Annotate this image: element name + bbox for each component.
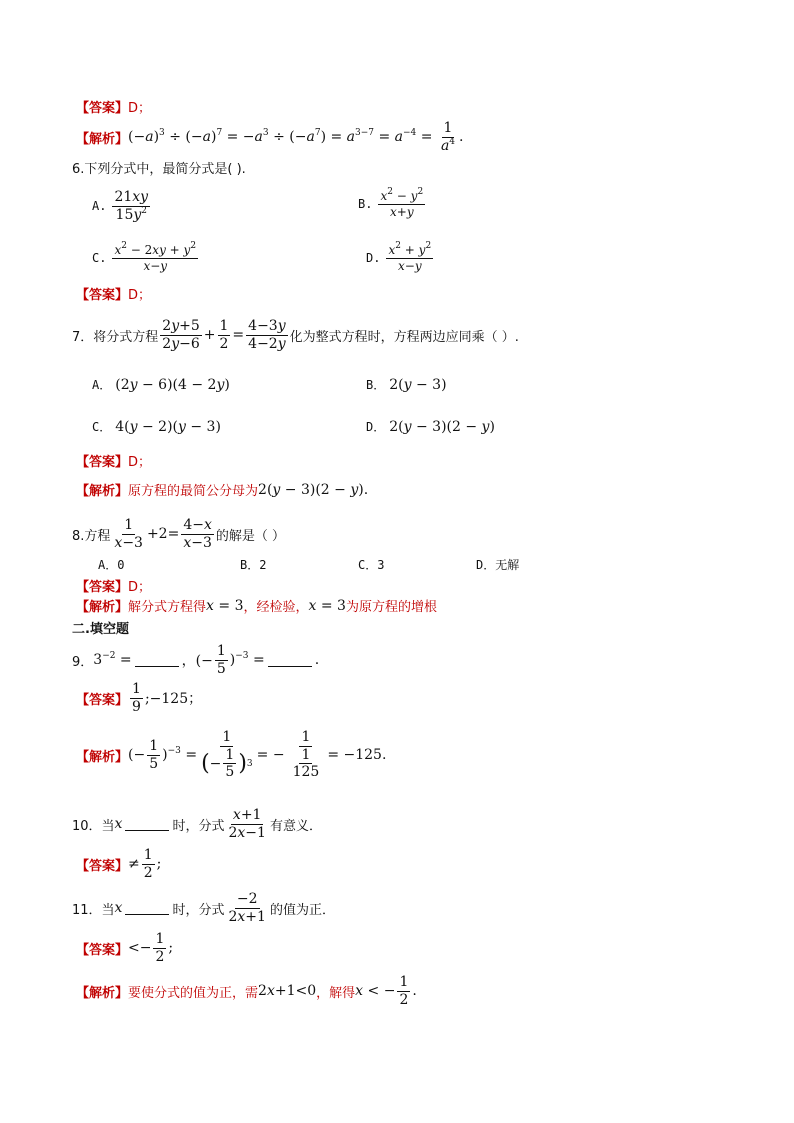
q10-stem: 10．当 x 时，分式 $\frac{x+1}{2x-1}$ 有意义． xyxy=(72,806,322,841)
q5-analysis-row xyxy=(76,120,463,154)
q6-option-d: D. $\frac{x^2 + y^2}{x-y}$ xyxy=(366,241,432,273)
q9-answer-row: 【答案】 $\frac{1}{9}$ ;−125； xyxy=(76,680,203,715)
q8-answer: D； xyxy=(128,580,152,595)
q11-answer-row: 【答案】 <− $\frac{1}{2}$ ; xyxy=(76,930,174,965)
q9-stem: 9． $3^{-2}$ = ，(− $\frac{1}{5}$ )$^{-3}$ = . xyxy=(72,642,320,677)
q8-option-b: B．2 xyxy=(240,558,267,572)
q11-answer: <− xyxy=(128,940,152,956)
q9-analysis-row: 【解析】 (− $\frac{1}{5}$ )$^{-3}$ = 1 ( − $\frac{1}{5}$ ) 3 = − $\frac{1}{\frac{1}{125}}$ = −125. xyxy=(76,728,387,781)
q7-option-d: D． 2(y − 3)(2 − y) xyxy=(366,418,495,435)
q9-answer: ;−125； xyxy=(144,691,203,707)
q7-answer-row: 【答案】 D； xyxy=(76,451,151,470)
q6-option-b: B. $\frac{x^2 - y^2}{x+y}$ xyxy=(358,187,424,219)
q6-option-a: A. $\frac{21xy}{15y^2}$ xyxy=(92,189,149,223)
q5-answer-row xyxy=(76,97,151,116)
q11-analysis-row: 【解析】 要使分式的值为正，需 2x+1<0 ，解得 x < − $\frac{1}{2}$ . xyxy=(76,973,417,1008)
analysis-label: 【解析】 xyxy=(76,131,129,147)
q8-analysis-row: 【解析】 解分式方程得 x = 3 ，经检验， x = 3 为原方程的增根 xyxy=(76,597,437,615)
q7-analysis: 原方程的最简公分母为 xyxy=(128,484,259,499)
q7-option-a: A． (2y − 6)(4 − 2y) xyxy=(92,376,230,393)
q5-analysis-formula: $(-a)^3 \div (-a)^7 = -a^3 \div (-a^7) = a^{3-7} = a^{-4}$ = $\frac{1}{a^4}$ . xyxy=(128,119,464,154)
q7-option-b: B． 2(y − 3) xyxy=(366,376,447,393)
q11-stem: 11．当 x 时，分式 $\frac{-2}{2x+1}$ 的值为正． xyxy=(72,890,335,925)
q7-answer: D； xyxy=(128,455,152,470)
q7-analysis-row: 【解析】 原方程的最简公分母为 2(y − 3)(2 − y). xyxy=(76,481,369,499)
q6-answer-row: 【答案】 D； xyxy=(76,284,151,303)
q8-option-d: D．无解 xyxy=(476,558,520,572)
q6-answer: D； xyxy=(128,288,152,303)
q6-stem: 6.下列分式中，最简分式是( ). xyxy=(72,162,246,177)
q10-answer: ≠ xyxy=(128,856,140,872)
answer-label: 【答案】 xyxy=(76,101,129,116)
q8-answer-row: 【答案】 D； xyxy=(76,576,151,595)
q7-stem: 7．将分式方程 $\frac{2y+5}{2y-6}$ + $\frac{1}{2}$ = $\frac{4-3y}{4-2y}$ 化为整式方程时，方程两边应同乘（ ）. xyxy=(72,317,519,352)
q7-option-c: C． 4(y − 2)(y − 3) xyxy=(92,418,221,435)
q8-stem: 8.方程 $\frac{1}{x-3}$ +2= $\frac{4-x}{x-3}$ 的解是（ ） xyxy=(72,516,286,551)
q5-answer: D； xyxy=(128,101,152,116)
section-title: 二.填空题 xyxy=(72,622,129,637)
q6-option-c: C. $\frac{x^2 - 2xy + y^2}{x-y}$ xyxy=(92,241,197,273)
q8-option-a: A．0 xyxy=(98,558,125,572)
q8-option-c: C．3 xyxy=(358,558,385,572)
q10-answer-row: 【答案】 ≠ $\frac{1}{2}$ ; xyxy=(76,846,162,881)
